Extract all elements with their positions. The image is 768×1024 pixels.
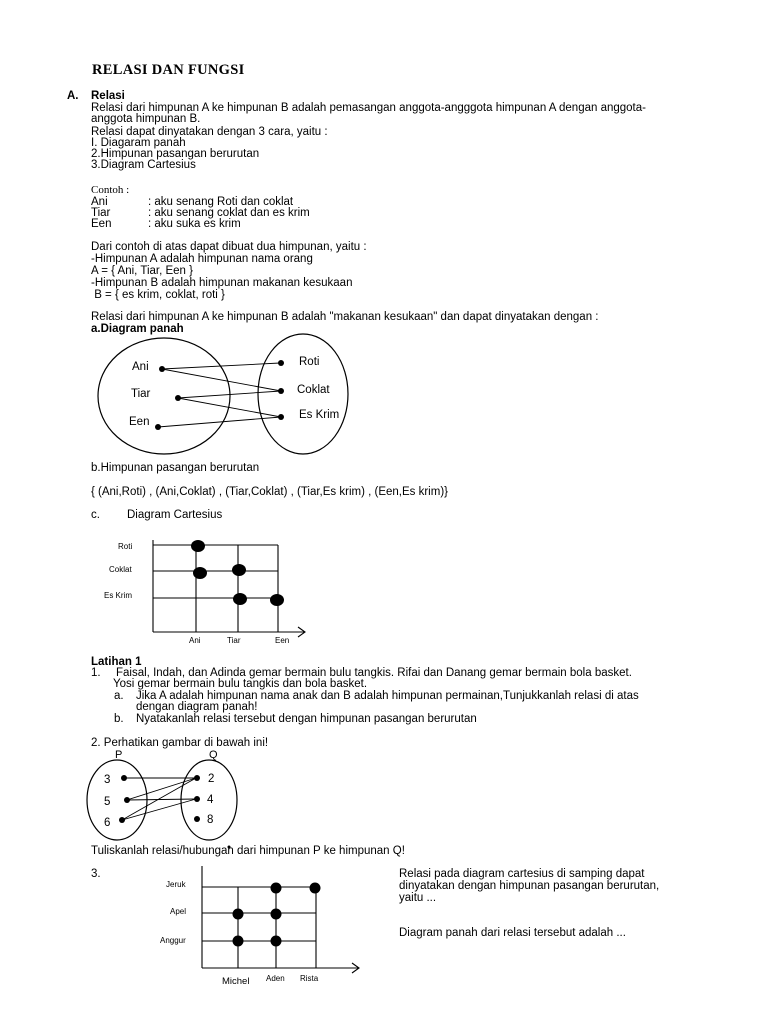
set-q-element: 4 <box>207 794 214 806</box>
contoh-name: Ani <box>91 196 108 208</box>
contoh-label: Contoh : <box>91 184 130 196</box>
y-tick-label: Anggur <box>160 936 186 945</box>
question-line: Yosi gemar bermain bulu tangkis dan bola basket. <box>113 678 368 690</box>
x-tick-label: Een <box>275 636 290 645</box>
set-b-element: Es Krim <box>299 409 340 421</box>
himpunan-line: Dari contoh di atas dapat dibuat dua himpunan, yaitu : <box>91 241 367 253</box>
set-q-element: 2 <box>208 773 215 785</box>
latihan-heading: Latihan 1 <box>91 656 142 668</box>
cartesius-label: Diagram Cartesius <box>127 509 223 521</box>
contoh-text: : aku senang coklat dan es krim <box>148 207 310 219</box>
set-a-element: Ani <box>132 361 149 373</box>
question-number: 1. <box>91 667 101 679</box>
question-line: 2. Perhatikan gambar di bawah ini! <box>91 737 269 749</box>
sub-line: dengan diagram panah! <box>136 701 258 713</box>
set-b-element: Roti <box>299 356 320 368</box>
x-tick-label: Tiar <box>227 636 241 645</box>
sub-label: b. <box>114 713 124 725</box>
question-line: Faisal, Indah, dan Adinda gemar bermain bulu tangkis. Rifai dan Danang gemar bermain bola basket. <box>116 667 632 679</box>
set-p-element: 6 <box>104 817 111 829</box>
definition-line: anggota himpunan B. <box>91 113 201 125</box>
x-tick-label: Rista <box>300 974 319 983</box>
set-b-element: Coklat <box>297 384 330 396</box>
relasi-line: Relasi dari himpunan A ke himpunan B adalah "makanan kesukaan" dan dapat dinyatakan dengan : <box>91 311 599 323</box>
list-item: 3.Diagram Cartesius <box>91 159 196 171</box>
pair-dots <box>233 883 321 947</box>
himpunan-line: A = { Ani, Tiar, Een } <box>91 265 193 277</box>
definition-line: Relasi dari himpunan A ke himpunan B adalah pemasangan anggota-angggota himpunan A dengan anggota- <box>91 102 646 114</box>
set-q-element: 8 <box>207 814 214 826</box>
question-instruction: Tuliskanlah relasi/hubungan dari himpunan P ke himpunan Q! <box>91 845 405 857</box>
y-tick-label: Roti <box>118 542 133 551</box>
set-label: P <box>115 749 123 761</box>
himpunan-line: -Himpunan B adalah himpunan makanan kesukaan <box>91 277 353 289</box>
q3-text-line: yaitu ... <box>399 892 437 904</box>
contoh-text: : aku suka es krim <box>148 218 241 230</box>
q3-text-line: Diagram panah dari relasi tersebut adalah ... <box>399 927 626 939</box>
set-p-element: 5 <box>104 796 111 808</box>
x-tick-label: Michel <box>222 976 250 987</box>
q3-text-line: dinyatakan dengan himpunan pasangan berurutan, <box>399 880 660 892</box>
list-item: I. Diagaram panah <box>91 137 186 149</box>
pasangan-set: { (Ani,Roti) , (Ani,Coklat) , (Tiar,Coklat) , (Tiar,Es krim) , (Een,Es krim)} <box>91 486 448 498</box>
section-letter: A. <box>67 90 79 102</box>
question-number: 3. <box>91 868 101 880</box>
sub-line: Jika A adalah himpunan nama anak dan B adalah himpunan permainan,Tunjukkanlah relasi di atas <box>136 690 639 702</box>
x-tick-label: Ani <box>189 636 201 645</box>
sub-label: a. <box>114 690 124 702</box>
x-tick-label: Aden <box>266 974 285 983</box>
y-tick-label: Es Krim <box>104 591 132 600</box>
himpunan-line: B = { es krim, coklat, roti } <box>91 289 225 301</box>
set-p-element: 3 <box>104 774 111 786</box>
page-title: RELASI DAN FUNGSI <box>92 62 245 78</box>
sub-line: Nyatakanlah relasi tersebut dengan himpunan pasangan berurutan <box>136 713 477 725</box>
set-a-element: Een <box>129 416 150 428</box>
list-item: 2.Himpunan pasangan berurutan <box>91 148 260 160</box>
definition-line: Relasi dapat dinyatakan dengan 3 cara, yaitu : <box>91 126 328 138</box>
cartesius-letter: c. <box>91 509 100 521</box>
diagram-panah-label: a.Diagram panah <box>91 323 184 335</box>
set-label: Q <box>209 749 218 761</box>
y-tick-label: Jeruk <box>166 880 186 889</box>
set-a-element: Tiar <box>131 388 151 400</box>
pasangan-label: b.Himpunan pasangan berurutan <box>91 462 260 474</box>
contoh-text: : aku senang Roti dan coklat <box>148 196 294 208</box>
q3-text-line: Relasi pada diagram cartesius di samping dapat <box>399 868 645 880</box>
y-tick-label: Apel <box>170 907 187 916</box>
y-tick-label: Coklat <box>109 565 132 574</box>
himpunan-line: -Himpunan A adalah himpunan nama orang <box>91 253 313 265</box>
contoh-name: Een <box>91 218 112 230</box>
contoh-name: Tiar <box>91 207 111 219</box>
section-heading: Relasi <box>91 90 125 102</box>
